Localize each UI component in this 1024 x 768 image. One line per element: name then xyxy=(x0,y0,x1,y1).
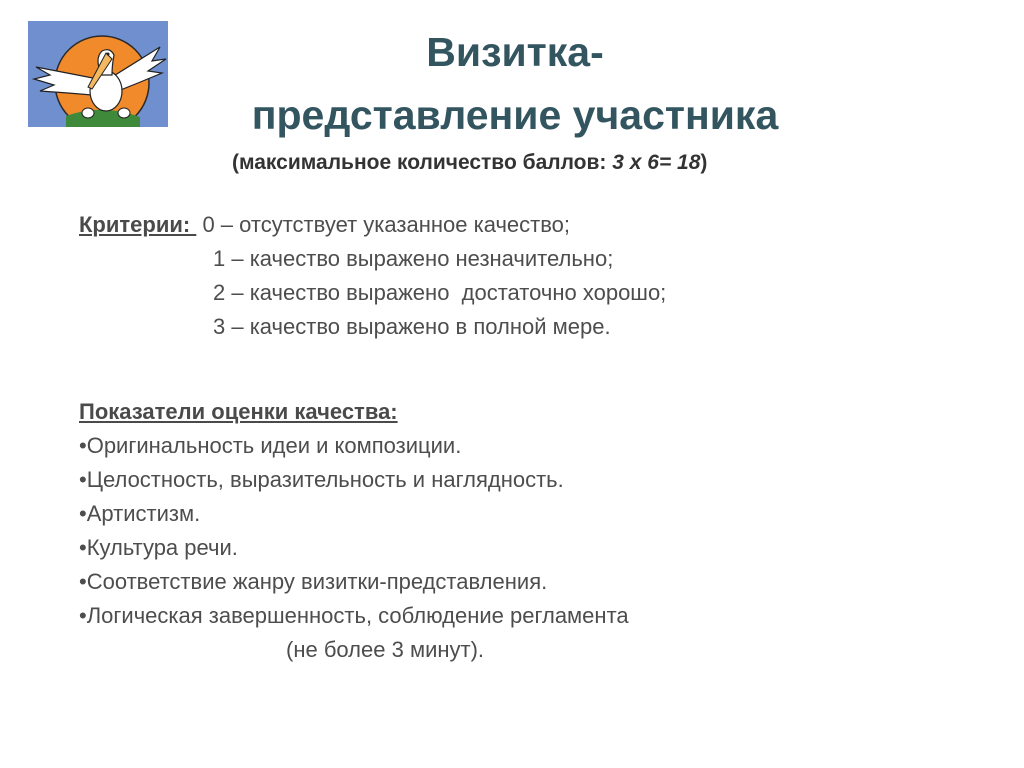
criteria-item: 3 – качество выражено в полной мере. xyxy=(213,314,611,339)
criteria-item: 2 – качество выражено достаточно хорошо; xyxy=(213,280,667,305)
indicator-item: •Культура речи. xyxy=(79,535,238,560)
indicator-item: •Оригинальность идеи и композиции. xyxy=(79,433,462,458)
criteria-item: 0 – отсутствует указанное качество; xyxy=(202,212,571,237)
indicator-item: •Артистизм. xyxy=(79,501,201,526)
page-title-line-1: Визитка- xyxy=(426,29,604,75)
max-score-close: ) xyxy=(700,151,708,174)
indicator-item: •Целостность, выразительность и наглядность. xyxy=(79,467,564,492)
max-score-note xyxy=(232,151,707,175)
max-score-open: (максимальное количество баллов: xyxy=(232,151,613,174)
indicators-heading: Показатели оценки качества: xyxy=(79,399,398,424)
max-score-formula: 3 х 6= 18 xyxy=(612,151,701,174)
indicator-item: •Соответствие жанру визитки-представления. xyxy=(79,569,548,594)
page-title-line-2: представление участника xyxy=(251,92,779,138)
indicator-item: •Логическая завершенность, соблюдение регламента xyxy=(79,603,629,628)
criteria-label: Критерии: xyxy=(79,212,197,237)
indicator-continuation: (не более 3 минут). xyxy=(286,637,485,662)
criteria-item: 1 – качество выражено незначительно; xyxy=(213,246,614,271)
pelican-emblem-icon xyxy=(28,21,168,127)
criteria-row-0 xyxy=(79,211,570,239)
